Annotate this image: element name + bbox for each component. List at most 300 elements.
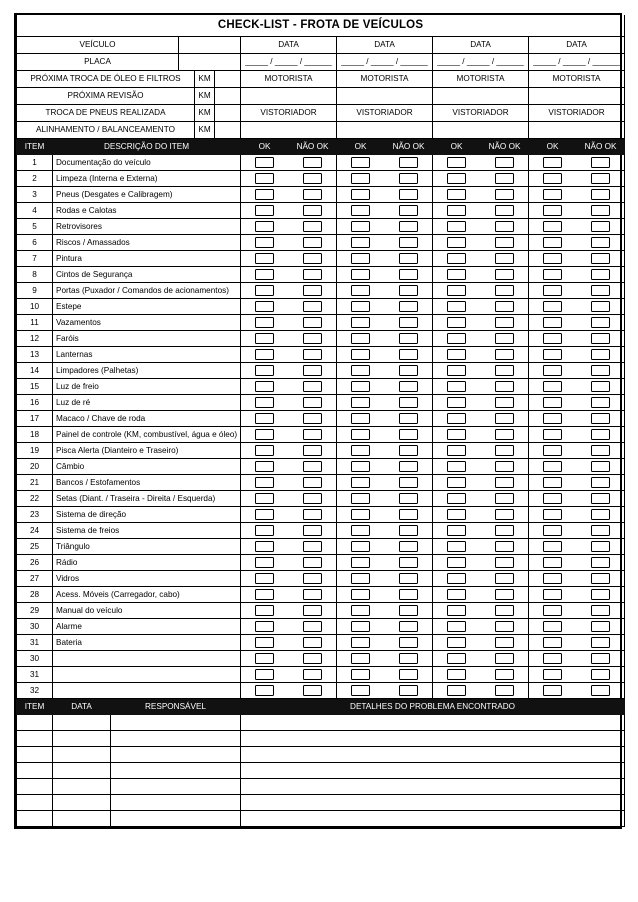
ok-checkbox[interactable] xyxy=(447,397,466,408)
ok-checkbox[interactable] xyxy=(351,573,370,584)
ok-checkbox[interactable] xyxy=(255,301,274,312)
ok-checkbox[interactable] xyxy=(255,173,274,184)
nao-ok-checkbox[interactable] xyxy=(495,413,514,424)
ok-checkbox[interactable] xyxy=(255,221,274,232)
log-responsavel-field[interactable] xyxy=(111,794,241,810)
log-data-field[interactable] xyxy=(53,714,111,730)
ok-checkbox[interactable] xyxy=(351,477,370,488)
nao-ok-checkbox[interactable] xyxy=(495,525,514,536)
nao-ok-checkbox[interactable] xyxy=(591,493,610,504)
ok-checkbox[interactable] xyxy=(351,685,370,696)
nao-ok-checkbox[interactable] xyxy=(399,173,418,184)
ok-checkbox[interactable] xyxy=(447,541,466,552)
field-placa[interactable] xyxy=(179,53,241,70)
nao-ok-checkbox[interactable] xyxy=(591,349,610,360)
ok-checkbox[interactable] xyxy=(255,333,274,344)
ok-checkbox[interactable] xyxy=(351,589,370,600)
nao-ok-checkbox[interactable] xyxy=(495,349,514,360)
ok-checkbox[interactable] xyxy=(351,237,370,248)
nao-ok-checkbox[interactable] xyxy=(495,285,514,296)
ok-checkbox[interactable] xyxy=(447,445,466,456)
nao-ok-checkbox[interactable] xyxy=(399,637,418,648)
ok-checkbox[interactable] xyxy=(447,509,466,520)
ok-checkbox[interactable] xyxy=(543,685,562,696)
nao-ok-checkbox[interactable] xyxy=(399,397,418,408)
nao-ok-checkbox[interactable] xyxy=(303,349,322,360)
ok-checkbox[interactable] xyxy=(447,605,466,616)
nao-ok-checkbox[interactable] xyxy=(399,253,418,264)
nao-ok-checkbox[interactable] xyxy=(303,189,322,200)
nao-ok-checkbox[interactable] xyxy=(495,669,514,680)
nao-ok-checkbox[interactable] xyxy=(303,557,322,568)
nao-ok-checkbox[interactable] xyxy=(399,477,418,488)
nao-ok-checkbox[interactable] xyxy=(495,253,514,264)
nao-ok-checkbox[interactable] xyxy=(303,477,322,488)
nao-ok-checkbox[interactable] xyxy=(495,477,514,488)
nao-ok-checkbox[interactable] xyxy=(591,253,610,264)
ok-checkbox[interactable] xyxy=(543,157,562,168)
ok-checkbox[interactable] xyxy=(351,669,370,680)
nao-ok-checkbox[interactable] xyxy=(399,525,418,536)
ok-checkbox[interactable] xyxy=(351,637,370,648)
nao-ok-checkbox[interactable] xyxy=(303,253,322,264)
nao-ok-checkbox[interactable] xyxy=(591,541,610,552)
ok-checkbox[interactable] xyxy=(447,237,466,248)
log-data-field[interactable] xyxy=(53,746,111,762)
nao-ok-checkbox[interactable] xyxy=(303,301,322,312)
ok-checkbox[interactable] xyxy=(543,541,562,552)
ok-checkbox[interactable] xyxy=(255,285,274,296)
ok-checkbox[interactable] xyxy=(255,621,274,632)
ok-checkbox[interactable] xyxy=(351,189,370,200)
nao-ok-checkbox[interactable] xyxy=(495,509,514,520)
ok-checkbox[interactable] xyxy=(543,349,562,360)
ok-checkbox[interactable] xyxy=(543,461,562,472)
ok-checkbox[interactable] xyxy=(447,189,466,200)
nao-ok-checkbox[interactable] xyxy=(495,493,514,504)
date-field-4[interactable]: _____ / _____ / ______ xyxy=(529,53,625,70)
ok-checkbox[interactable] xyxy=(255,317,274,328)
ok-checkbox[interactable] xyxy=(543,205,562,216)
nao-ok-checkbox[interactable] xyxy=(303,445,322,456)
log-detalhes-field[interactable] xyxy=(241,794,625,810)
nao-ok-checkbox[interactable] xyxy=(495,541,514,552)
date-field-2[interactable]: _____ / _____ / ______ xyxy=(337,53,433,70)
nao-ok-checkbox[interactable] xyxy=(303,605,322,616)
ok-checkbox[interactable] xyxy=(543,285,562,296)
nao-ok-checkbox[interactable] xyxy=(591,317,610,328)
nao-ok-checkbox[interactable] xyxy=(399,621,418,632)
ok-checkbox[interactable] xyxy=(351,429,370,440)
ok-checkbox[interactable] xyxy=(543,589,562,600)
nao-ok-checkbox[interactable] xyxy=(591,173,610,184)
ok-checkbox[interactable] xyxy=(447,653,466,664)
nao-ok-checkbox[interactable] xyxy=(303,621,322,632)
ok-checkbox[interactable] xyxy=(447,637,466,648)
ok-checkbox[interactable] xyxy=(351,461,370,472)
log-responsavel-field[interactable] xyxy=(111,714,241,730)
nao-ok-checkbox[interactable] xyxy=(495,205,514,216)
log-detalhes-field[interactable] xyxy=(241,714,625,730)
ok-checkbox[interactable] xyxy=(447,477,466,488)
ok-checkbox[interactable] xyxy=(447,461,466,472)
ok-checkbox[interactable] xyxy=(543,477,562,488)
date-field-3[interactable]: _____ / _____ / ______ xyxy=(433,53,529,70)
field-alinhamento[interactable] xyxy=(215,121,241,138)
nao-ok-checkbox[interactable] xyxy=(591,605,610,616)
nao-ok-checkbox[interactable] xyxy=(399,189,418,200)
ok-checkbox[interactable] xyxy=(447,573,466,584)
log-data-field[interactable] xyxy=(53,730,111,746)
ok-checkbox[interactable] xyxy=(543,333,562,344)
nao-ok-checkbox[interactable] xyxy=(399,221,418,232)
nao-ok-checkbox[interactable] xyxy=(303,333,322,344)
nao-ok-checkbox[interactable] xyxy=(303,173,322,184)
nao-ok-checkbox[interactable] xyxy=(591,573,610,584)
nao-ok-checkbox[interactable] xyxy=(591,621,610,632)
ok-checkbox[interactable] xyxy=(447,381,466,392)
ok-checkbox[interactable] xyxy=(255,429,274,440)
nao-ok-checkbox[interactable] xyxy=(399,205,418,216)
nao-ok-checkbox[interactable] xyxy=(591,397,610,408)
ok-checkbox[interactable] xyxy=(255,493,274,504)
ok-checkbox[interactable] xyxy=(447,285,466,296)
ok-checkbox[interactable] xyxy=(447,685,466,696)
ok-checkbox[interactable] xyxy=(447,349,466,360)
ok-checkbox[interactable] xyxy=(255,349,274,360)
ok-checkbox[interactable] xyxy=(351,525,370,536)
nao-ok-checkbox[interactable] xyxy=(591,189,610,200)
nao-ok-checkbox[interactable] xyxy=(399,157,418,168)
nao-ok-checkbox[interactable] xyxy=(303,685,322,696)
nao-ok-checkbox[interactable] xyxy=(303,397,322,408)
nao-ok-checkbox[interactable] xyxy=(495,621,514,632)
log-item-field[interactable] xyxy=(17,794,53,810)
ok-checkbox[interactable] xyxy=(255,413,274,424)
ok-checkbox[interactable] xyxy=(447,157,466,168)
ok-checkbox[interactable] xyxy=(255,637,274,648)
nao-ok-checkbox[interactable] xyxy=(303,493,322,504)
nao-ok-checkbox[interactable] xyxy=(303,269,322,280)
ok-checkbox[interactable] xyxy=(351,317,370,328)
ok-checkbox[interactable] xyxy=(543,397,562,408)
ok-checkbox[interactable] xyxy=(543,653,562,664)
log-item-field[interactable] xyxy=(17,746,53,762)
ok-checkbox[interactable] xyxy=(543,637,562,648)
motorista-field-2[interactable] xyxy=(337,87,433,104)
log-item-field[interactable] xyxy=(17,762,53,778)
nao-ok-checkbox[interactable] xyxy=(591,365,610,376)
nao-ok-checkbox[interactable] xyxy=(303,413,322,424)
ok-checkbox[interactable] xyxy=(447,205,466,216)
ok-checkbox[interactable] xyxy=(543,189,562,200)
ok-checkbox[interactable] xyxy=(543,669,562,680)
nao-ok-checkbox[interactable] xyxy=(303,589,322,600)
nao-ok-checkbox[interactable] xyxy=(591,445,610,456)
nao-ok-checkbox[interactable] xyxy=(591,285,610,296)
nao-ok-checkbox[interactable] xyxy=(303,637,322,648)
ok-checkbox[interactable] xyxy=(543,381,562,392)
ok-checkbox[interactable] xyxy=(543,221,562,232)
ok-checkbox[interactable] xyxy=(543,365,562,376)
ok-checkbox[interactable] xyxy=(447,493,466,504)
field-troca-oleo[interactable] xyxy=(215,70,241,87)
nao-ok-checkbox[interactable] xyxy=(591,509,610,520)
ok-checkbox[interactable] xyxy=(447,365,466,376)
nao-ok-checkbox[interactable] xyxy=(399,605,418,616)
nao-ok-checkbox[interactable] xyxy=(591,237,610,248)
vistoriador-field-4[interactable] xyxy=(529,121,625,138)
motorista-field-4[interactable] xyxy=(529,87,625,104)
log-item-field[interactable] xyxy=(17,730,53,746)
nao-ok-checkbox[interactable] xyxy=(495,461,514,472)
ok-checkbox[interactable] xyxy=(543,173,562,184)
log-responsavel-field[interactable] xyxy=(111,730,241,746)
nao-ok-checkbox[interactable] xyxy=(591,589,610,600)
nao-ok-checkbox[interactable] xyxy=(303,237,322,248)
nao-ok-checkbox[interactable] xyxy=(591,221,610,232)
ok-checkbox[interactable] xyxy=(351,157,370,168)
ok-checkbox[interactable] xyxy=(255,605,274,616)
nao-ok-checkbox[interactable] xyxy=(399,445,418,456)
ok-checkbox[interactable] xyxy=(255,525,274,536)
log-item-field[interactable] xyxy=(17,714,53,730)
ok-checkbox[interactable] xyxy=(255,445,274,456)
nao-ok-checkbox[interactable] xyxy=(399,413,418,424)
nao-ok-checkbox[interactable] xyxy=(591,269,610,280)
ok-checkbox[interactable] xyxy=(543,269,562,280)
nao-ok-checkbox[interactable] xyxy=(591,557,610,568)
ok-checkbox[interactable] xyxy=(447,301,466,312)
ok-checkbox[interactable] xyxy=(543,605,562,616)
log-detalhes-field[interactable] xyxy=(241,730,625,746)
field-veiculo[interactable] xyxy=(179,36,241,53)
nao-ok-checkbox[interactable] xyxy=(399,461,418,472)
log-item-field[interactable] xyxy=(17,778,53,794)
ok-checkbox[interactable] xyxy=(255,157,274,168)
nao-ok-checkbox[interactable] xyxy=(303,221,322,232)
nao-ok-checkbox[interactable] xyxy=(495,301,514,312)
nao-ok-checkbox[interactable] xyxy=(495,269,514,280)
nao-ok-checkbox[interactable] xyxy=(591,637,610,648)
log-responsavel-field[interactable] xyxy=(111,746,241,762)
nao-ok-checkbox[interactable] xyxy=(399,381,418,392)
log-data-field[interactable] xyxy=(53,794,111,810)
ok-checkbox[interactable] xyxy=(543,573,562,584)
nao-ok-checkbox[interactable] xyxy=(303,381,322,392)
log-data-field[interactable] xyxy=(53,762,111,778)
ok-checkbox[interactable] xyxy=(255,253,274,264)
ok-checkbox[interactable] xyxy=(447,221,466,232)
nao-ok-checkbox[interactable] xyxy=(303,669,322,680)
ok-checkbox[interactable] xyxy=(255,669,274,680)
vistoriador-field-3[interactable] xyxy=(433,121,529,138)
ok-checkbox[interactable] xyxy=(543,413,562,424)
nao-ok-checkbox[interactable] xyxy=(303,365,322,376)
nao-ok-checkbox[interactable] xyxy=(303,205,322,216)
nao-ok-checkbox[interactable] xyxy=(495,317,514,328)
ok-checkbox[interactable] xyxy=(543,509,562,520)
nao-ok-checkbox[interactable] xyxy=(399,365,418,376)
nao-ok-checkbox[interactable] xyxy=(303,653,322,664)
nao-ok-checkbox[interactable] xyxy=(591,157,610,168)
vistoriador-field-1[interactable] xyxy=(241,121,337,138)
log-responsavel-field[interactable] xyxy=(111,810,241,826)
nao-ok-checkbox[interactable] xyxy=(495,685,514,696)
ok-checkbox[interactable] xyxy=(351,413,370,424)
ok-checkbox[interactable] xyxy=(255,189,274,200)
ok-checkbox[interactable] xyxy=(255,237,274,248)
log-responsavel-field[interactable] xyxy=(111,762,241,778)
ok-checkbox[interactable] xyxy=(255,541,274,552)
ok-checkbox[interactable] xyxy=(351,557,370,568)
ok-checkbox[interactable] xyxy=(543,493,562,504)
ok-checkbox[interactable] xyxy=(351,333,370,344)
ok-checkbox[interactable] xyxy=(351,445,370,456)
nao-ok-checkbox[interactable] xyxy=(495,333,514,344)
nao-ok-checkbox[interactable] xyxy=(399,349,418,360)
nao-ok-checkbox[interactable] xyxy=(495,605,514,616)
nao-ok-checkbox[interactable] xyxy=(591,525,610,536)
field-pneus[interactable] xyxy=(215,104,241,121)
log-detalhes-field[interactable] xyxy=(241,762,625,778)
nao-ok-checkbox[interactable] xyxy=(399,669,418,680)
nao-ok-checkbox[interactable] xyxy=(303,317,322,328)
nao-ok-checkbox[interactable] xyxy=(591,461,610,472)
nao-ok-checkbox[interactable] xyxy=(399,653,418,664)
nao-ok-checkbox[interactable] xyxy=(591,413,610,424)
nao-ok-checkbox[interactable] xyxy=(591,653,610,664)
nao-ok-checkbox[interactable] xyxy=(495,573,514,584)
nao-ok-checkbox[interactable] xyxy=(303,541,322,552)
nao-ok-checkbox[interactable] xyxy=(495,157,514,168)
ok-checkbox[interactable] xyxy=(351,493,370,504)
nao-ok-checkbox[interactable] xyxy=(495,221,514,232)
ok-checkbox[interactable] xyxy=(351,621,370,632)
nao-ok-checkbox[interactable] xyxy=(399,333,418,344)
date-field-1[interactable]: _____ / _____ / ______ xyxy=(241,53,337,70)
ok-checkbox[interactable] xyxy=(543,301,562,312)
log-detalhes-field[interactable] xyxy=(241,778,625,794)
nao-ok-checkbox[interactable] xyxy=(303,429,322,440)
nao-ok-checkbox[interactable] xyxy=(399,493,418,504)
nao-ok-checkbox[interactable] xyxy=(399,541,418,552)
ok-checkbox[interactable] xyxy=(255,381,274,392)
nao-ok-checkbox[interactable] xyxy=(591,669,610,680)
nao-ok-checkbox[interactable] xyxy=(303,285,322,296)
ok-checkbox[interactable] xyxy=(255,365,274,376)
nao-ok-checkbox[interactable] xyxy=(399,557,418,568)
ok-checkbox[interactable] xyxy=(351,205,370,216)
ok-checkbox[interactable] xyxy=(351,541,370,552)
nao-ok-checkbox[interactable] xyxy=(495,381,514,392)
ok-checkbox[interactable] xyxy=(543,557,562,568)
ok-checkbox[interactable] xyxy=(543,445,562,456)
vistoriador-field-2[interactable] xyxy=(337,121,433,138)
nao-ok-checkbox[interactable] xyxy=(495,397,514,408)
ok-checkbox[interactable] xyxy=(351,509,370,520)
ok-checkbox[interactable] xyxy=(447,173,466,184)
nao-ok-checkbox[interactable] xyxy=(495,173,514,184)
ok-checkbox[interactable] xyxy=(447,589,466,600)
ok-checkbox[interactable] xyxy=(351,397,370,408)
ok-checkbox[interactable] xyxy=(255,589,274,600)
nao-ok-checkbox[interactable] xyxy=(399,685,418,696)
nao-ok-checkbox[interactable] xyxy=(495,445,514,456)
ok-checkbox[interactable] xyxy=(351,605,370,616)
nao-ok-checkbox[interactable] xyxy=(591,381,610,392)
ok-checkbox[interactable] xyxy=(351,653,370,664)
ok-checkbox[interactable] xyxy=(255,269,274,280)
ok-checkbox[interactable] xyxy=(447,621,466,632)
nao-ok-checkbox[interactable] xyxy=(303,509,322,520)
log-responsavel-field[interactable] xyxy=(111,778,241,794)
ok-checkbox[interactable] xyxy=(543,317,562,328)
nao-ok-checkbox[interactable] xyxy=(495,237,514,248)
motorista-field-1[interactable] xyxy=(241,87,337,104)
nao-ok-checkbox[interactable] xyxy=(399,317,418,328)
motorista-field-3[interactable] xyxy=(433,87,529,104)
nao-ok-checkbox[interactable] xyxy=(399,269,418,280)
ok-checkbox[interactable] xyxy=(351,221,370,232)
nao-ok-checkbox[interactable] xyxy=(495,653,514,664)
ok-checkbox[interactable] xyxy=(255,461,274,472)
log-item-field[interactable] xyxy=(17,810,53,826)
ok-checkbox[interactable] xyxy=(543,253,562,264)
ok-checkbox[interactable] xyxy=(543,237,562,248)
ok-checkbox[interactable] xyxy=(447,525,466,536)
ok-checkbox[interactable] xyxy=(447,269,466,280)
ok-checkbox[interactable] xyxy=(255,653,274,664)
nao-ok-checkbox[interactable] xyxy=(495,589,514,600)
ok-checkbox[interactable] xyxy=(447,429,466,440)
ok-checkbox[interactable] xyxy=(351,365,370,376)
nao-ok-checkbox[interactable] xyxy=(303,461,322,472)
nao-ok-checkbox[interactable] xyxy=(399,285,418,296)
log-data-field[interactable] xyxy=(53,810,111,826)
field-revisao[interactable] xyxy=(215,87,241,104)
ok-checkbox[interactable] xyxy=(351,173,370,184)
nao-ok-checkbox[interactable] xyxy=(495,557,514,568)
nao-ok-checkbox[interactable] xyxy=(303,525,322,536)
ok-checkbox[interactable] xyxy=(351,285,370,296)
nao-ok-checkbox[interactable] xyxy=(495,429,514,440)
ok-checkbox[interactable] xyxy=(255,509,274,520)
ok-checkbox[interactable] xyxy=(255,205,274,216)
nao-ok-checkbox[interactable] xyxy=(399,589,418,600)
nao-ok-checkbox[interactable] xyxy=(591,429,610,440)
nao-ok-checkbox[interactable] xyxy=(495,637,514,648)
nao-ok-checkbox[interactable] xyxy=(399,509,418,520)
nao-ok-checkbox[interactable] xyxy=(495,189,514,200)
nao-ok-checkbox[interactable] xyxy=(399,429,418,440)
ok-checkbox[interactable] xyxy=(351,349,370,360)
ok-checkbox[interactable] xyxy=(543,621,562,632)
ok-checkbox[interactable] xyxy=(447,557,466,568)
log-data-field[interactable] xyxy=(53,778,111,794)
ok-checkbox[interactable] xyxy=(255,573,274,584)
nao-ok-checkbox[interactable] xyxy=(591,333,610,344)
log-detalhes-field[interactable] xyxy=(241,746,625,762)
nao-ok-checkbox[interactable] xyxy=(399,573,418,584)
nao-ok-checkbox[interactable] xyxy=(495,365,514,376)
ok-checkbox[interactable] xyxy=(255,477,274,488)
nao-ok-checkbox[interactable] xyxy=(591,301,610,312)
ok-checkbox[interactable] xyxy=(351,301,370,312)
ok-checkbox[interactable] xyxy=(351,269,370,280)
ok-checkbox[interactable] xyxy=(255,685,274,696)
ok-checkbox[interactable] xyxy=(447,413,466,424)
